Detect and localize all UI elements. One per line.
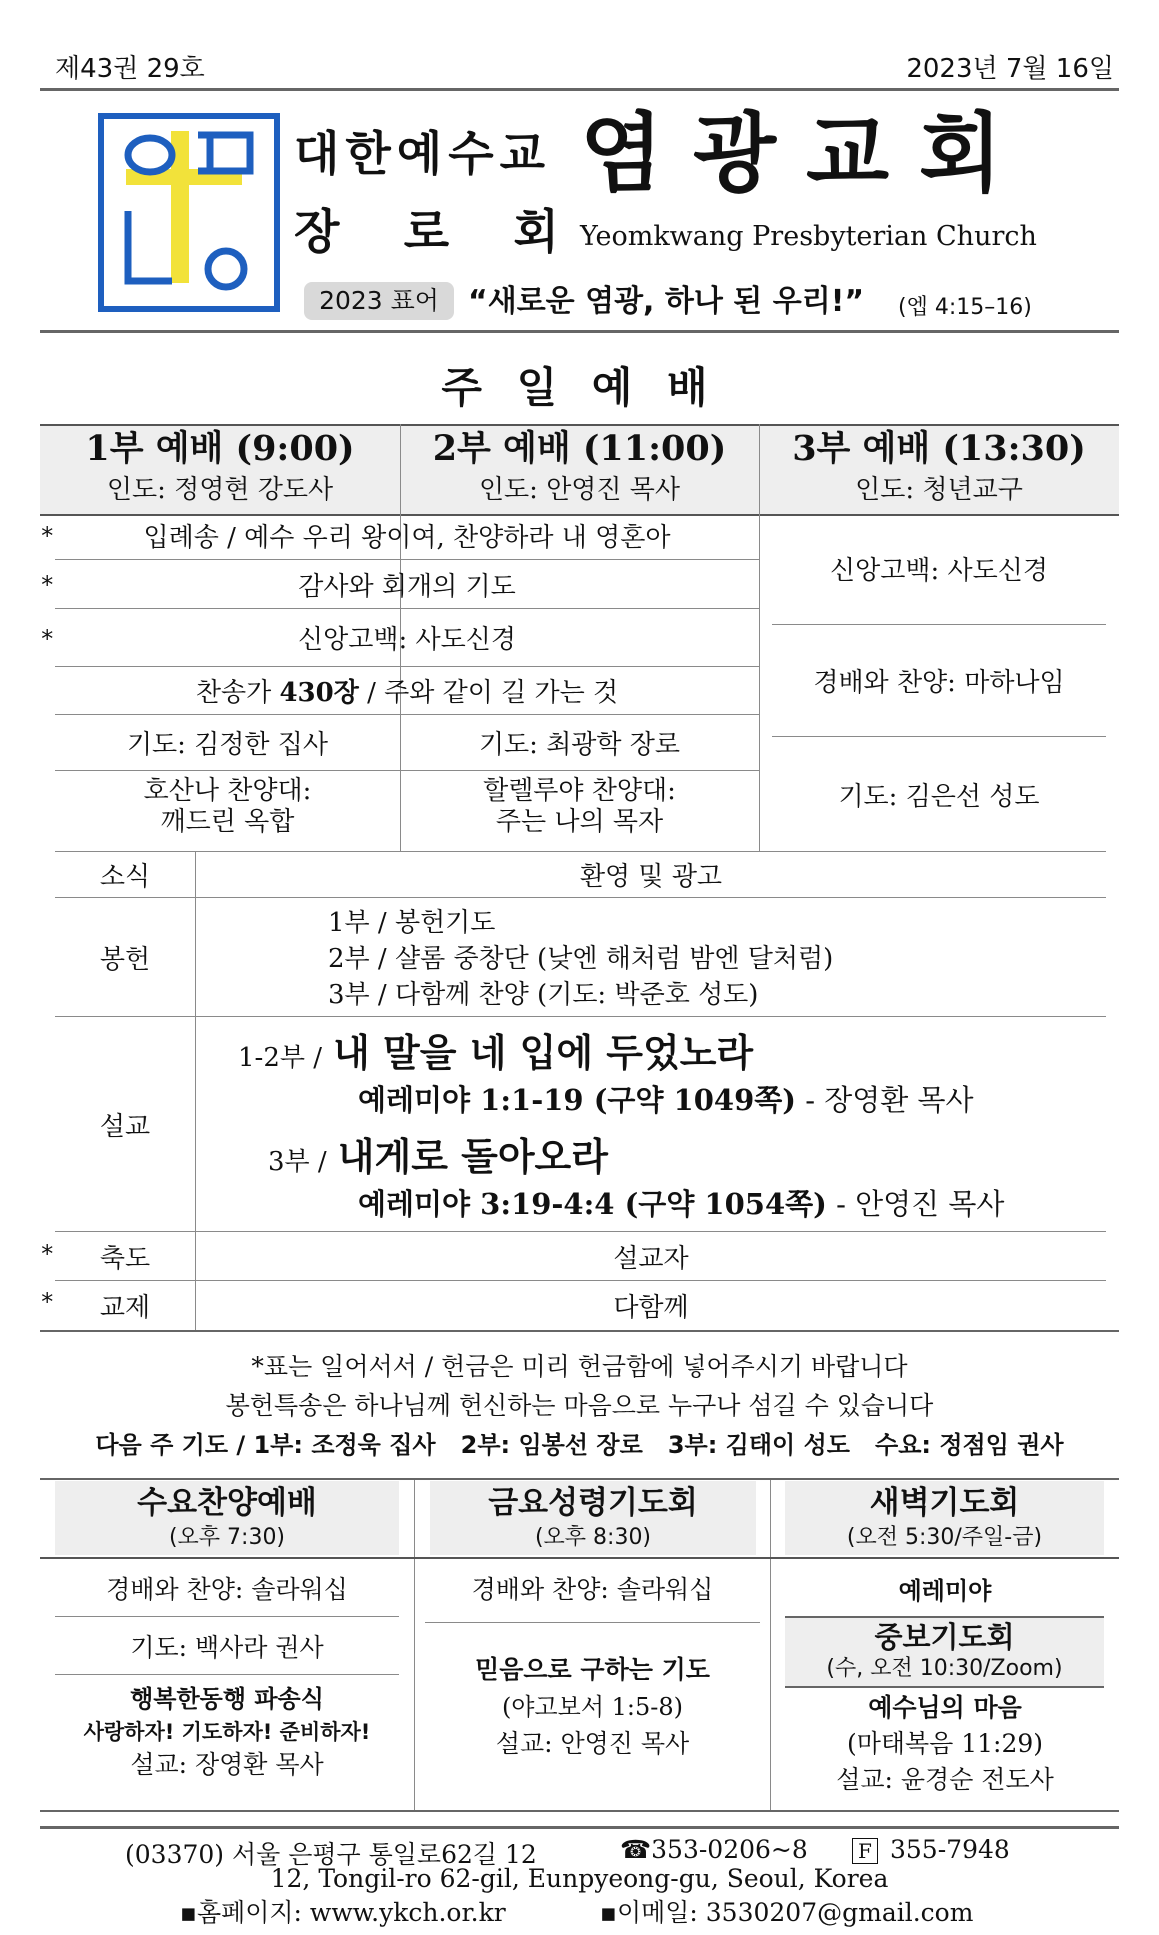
- motto-badge: 2023 표어: [304, 282, 454, 320]
- footer-phone: [620, 1835, 808, 1864]
- offering-item-1: 1부 / 봉헌기도: [328, 908, 496, 938]
- friday-sermon: [425, 1651, 760, 1763]
- sermon-2-scripture-line: [358, 1182, 1004, 1223]
- sending-ceremony-title: 행복한동행 파송식: [130, 1685, 324, 1713]
- offering-item-2: 2부 / 샬롬 중창단 (낮엔 해처럼 밤엔 달처럼): [328, 944, 834, 974]
- sermon-2-part: 3부 /: [268, 1147, 327, 1177]
- weekday-header-rule: [40, 1557, 1119, 1559]
- intercession-time: (수, 오전 10:30/Zoom): [826, 1656, 1063, 1681]
- standing-mark: *: [40, 571, 55, 599]
- church-name: 염 광 교 회: [580, 104, 1003, 204]
- motto-reference: (엡 4:15–16): [898, 295, 1032, 320]
- header-rule-top: [40, 88, 1119, 91]
- row-divider: [55, 1016, 1106, 1017]
- friday-praise: 경배와 찬양: 솔라워십: [471, 1575, 714, 1604]
- church-logo: [98, 113, 280, 312]
- standing-mark: *: [40, 625, 55, 653]
- dawn-header: [785, 1481, 1104, 1555]
- news-value: 환영 및 광고: [579, 862, 723, 892]
- footer-top-rule: [40, 1826, 1119, 1829]
- service-2-header: [400, 426, 759, 508]
- sunday-title: 주 일 예 배: [441, 363, 718, 412]
- sermon-2-heading: [268, 1126, 608, 1181]
- note-special-offering: 봉헌특송은 하나님께 헌신하는 마음으로 누구나 섬길 수 있습니다: [225, 1391, 934, 1420]
- standing-mark: *: [40, 1288, 55, 1316]
- service-3-creed: 신앙고백: 사도신경: [830, 555, 1048, 586]
- service-3-name: 3부 예배 (13:30): [792, 428, 1086, 469]
- choir-service-2: [400, 776, 759, 838]
- choir-2-name: 할렐루야 찬양대:: [483, 776, 676, 806]
- wednesday-prayer: 기도: 백사라 권사: [130, 1632, 324, 1662]
- dawn-title: 새벽기도회: [869, 1485, 1020, 1521]
- service-2-name: 2부 예배 (11:00): [432, 428, 727, 469]
- church-name-en: Yeomkwang Presbyterian Church: [580, 221, 1037, 252]
- choir-1-song: 깨드린 옥합: [160, 807, 295, 837]
- choir-1-name: 호산나 찬양대:: [143, 776, 312, 806]
- fellowship-value: 다함께: [613, 1292, 689, 1323]
- email-label: ▪이메일:: [600, 1898, 706, 1927]
- hymn-title: / 주와 같이 길 가는 것: [358, 678, 619, 708]
- note-standing: *표는 일어서서 / 헌금은 미리 헌금함에 넣어주시기 바랍니다: [251, 1352, 908, 1381]
- friday-sermon-reference: (야고보서 1:5-8): [501, 1693, 684, 1721]
- order-divider: [55, 770, 759, 771]
- offering-label: 봉헌: [99, 944, 151, 975]
- intercession-sermon: [780, 1690, 1110, 1798]
- footer-homepage: [180, 1893, 506, 1929]
- weekday-col-divider-2: [770, 1480, 771, 1810]
- fax-icon: F: [852, 1838, 878, 1864]
- volume-number: 제43권 29호: [55, 54, 205, 84]
- prayer-service-2: 기도: 최광학 장로: [478, 730, 681, 760]
- service-3-header: [759, 426, 1119, 508]
- dawn-time: (오전 5:30/주일-금): [846, 1525, 1043, 1550]
- intercession-preacher: 설교: 윤경순 전도사: [836, 1765, 1054, 1794]
- service-1-header: [40, 426, 400, 508]
- order-hymn: [55, 667, 759, 714]
- sending-ceremony-slogan: 사랑하자! 기도하자! 준비하자!: [83, 1720, 371, 1744]
- email-link[interactable]: 3530207@gmail.com: [705, 1898, 974, 1927]
- prayer-service-1: 기도: 김정한 집사: [126, 730, 329, 760]
- sermon-2-preacher: - 안영진 목사: [826, 1187, 1005, 1221]
- friday-title: 금요성령기도회: [488, 1485, 698, 1521]
- service-1-leader: 인도: 정영현 강도사: [106, 475, 334, 505]
- friday-preacher: 설교: 안영진 목사: [495, 1729, 690, 1758]
- yearly-motto: “새로운 염광, 하나 된 우리!”: [468, 284, 865, 319]
- church-logo-icon: [98, 113, 280, 312]
- wednesday-header: [55, 1481, 399, 1555]
- intercession-sermon-reference: (마태복음 11:29): [846, 1729, 1044, 1758]
- hymn-number: 430장: [279, 678, 359, 708]
- offering-item-3: 3부 / 다함께 찬양 (기도: 박준호 성도): [328, 980, 759, 1010]
- service-2-leader: 인도: 안영진 목사: [478, 475, 681, 505]
- phone-number: 353-0206~8: [651, 1835, 808, 1864]
- sermon-1-scripture: 예레미야 1:1-19 (구약 1049쪽): [358, 1083, 796, 1117]
- weekday-col-divider-1: [414, 1480, 415, 1810]
- standing-mark: *: [40, 522, 55, 550]
- denomination-line1: 대한예수교: [294, 127, 552, 182]
- intercession-header: [785, 1616, 1104, 1688]
- weekday-divider: [55, 1674, 399, 1675]
- hymn-prefix: 찬송가: [195, 678, 280, 708]
- sermon-label: 설교: [99, 1111, 151, 1142]
- weekday-top-rule: [40, 1478, 1119, 1480]
- wednesday-sending-ceremony: [55, 1681, 399, 1783]
- wednesday-time: (오후 7:30): [168, 1525, 286, 1550]
- service-3-prayer: 기도: 김은선 성도: [838, 781, 1040, 812]
- order-confession-prayer: 감사와 회개의 기도: [298, 571, 516, 602]
- choir-2-song: 주는 나의 목자: [495, 807, 664, 837]
- next-week-prayers: 다음 주 기도 / 1부: 조정욱 집사 2부: 임봉선 장로 3부: 김태이 성도 수요: 정점임 권사: [95, 1431, 1064, 1459]
- homepage-label: ▪홈페이지:: [180, 1898, 310, 1927]
- wednesday-praise: 경배와 찬양: 솔라워십: [106, 1575, 348, 1604]
- footer-address: (03370) 서울 은평구 통일로62길 12: [125, 1840, 537, 1869]
- service-3-leader: 인도: 청년교구: [855, 475, 1023, 505]
- row-divider: [55, 897, 1106, 898]
- wednesday-title: 수요찬양예배: [137, 1485, 317, 1521]
- intercession-title: 중보기도회: [874, 1620, 1015, 1654]
- footer-fax: [852, 1835, 1010, 1864]
- benediction-value: 설교자: [613, 1243, 689, 1274]
- footer-address-en: 12, Tongil-ro 62-gil, Eunpyeong-gu, Seoul, Korea: [270, 1864, 889, 1893]
- denomination-line2: 장 로 회: [294, 205, 583, 260]
- phone-icon: ☎: [620, 1835, 652, 1864]
- sermon-1-scripture-line: [358, 1078, 974, 1119]
- sermon-2-title: 내게로 돌아오라: [337, 1135, 608, 1179]
- fellowship-label: 교제: [99, 1292, 151, 1323]
- order-creed: 신앙고백: 사도신경: [298, 625, 516, 655]
- fax-number: 355-7948: [890, 1835, 1010, 1864]
- service-3-praise: 경배와 찬양: 마하나임: [813, 668, 1065, 698]
- wednesday-preacher: 설교: 장영환 목사: [130, 1750, 324, 1779]
- sermon-2-scripture: 예레미야 3:19-4:4 (구약 1054쪽): [358, 1187, 827, 1221]
- news-label: 소식: [99, 862, 151, 892]
- offering-list: [328, 905, 833, 1013]
- sermon-1-title: 내 말을 네 입에 두었노라: [333, 1031, 754, 1075]
- sermon-1-heading: [238, 1022, 753, 1077]
- benediction-label: 축도: [99, 1243, 151, 1274]
- footer-email: [600, 1893, 973, 1929]
- friday-sermon-title: 믿음으로 구하는 기도: [475, 1655, 710, 1684]
- header-rule-bottom: [40, 330, 1119, 333]
- homepage-link[interactable]: www.ykch.or.kr: [309, 1898, 506, 1927]
- weekday-bottom-rule: [40, 1810, 1119, 1812]
- sermon-1-part: 1-2부 /: [238, 1043, 323, 1073]
- issue-date: 2023년 7월 16일: [906, 54, 1114, 84]
- friday-header: [430, 1481, 756, 1555]
- service-1-name: 1부 예배 (9:00): [85, 428, 355, 469]
- intercession-sermon-title: 예수님의 마음: [868, 1693, 1022, 1722]
- weekday-divider: [425, 1622, 760, 1623]
- choir-service-1: [55, 776, 400, 838]
- friday-time: (오후 8:30): [534, 1525, 652, 1550]
- standing-mark: *: [40, 1240, 55, 1268]
- order-entrance-song: 입례송 / 예수 우리 왕이여, 찬양하라 내 영혼아: [143, 522, 671, 553]
- sunday-bottom-rule: [40, 1330, 1119, 1332]
- sermon-1-preacher: - 장영환 목사: [796, 1083, 974, 1117]
- dawn-scripture: 예레미야: [898, 1576, 992, 1605]
